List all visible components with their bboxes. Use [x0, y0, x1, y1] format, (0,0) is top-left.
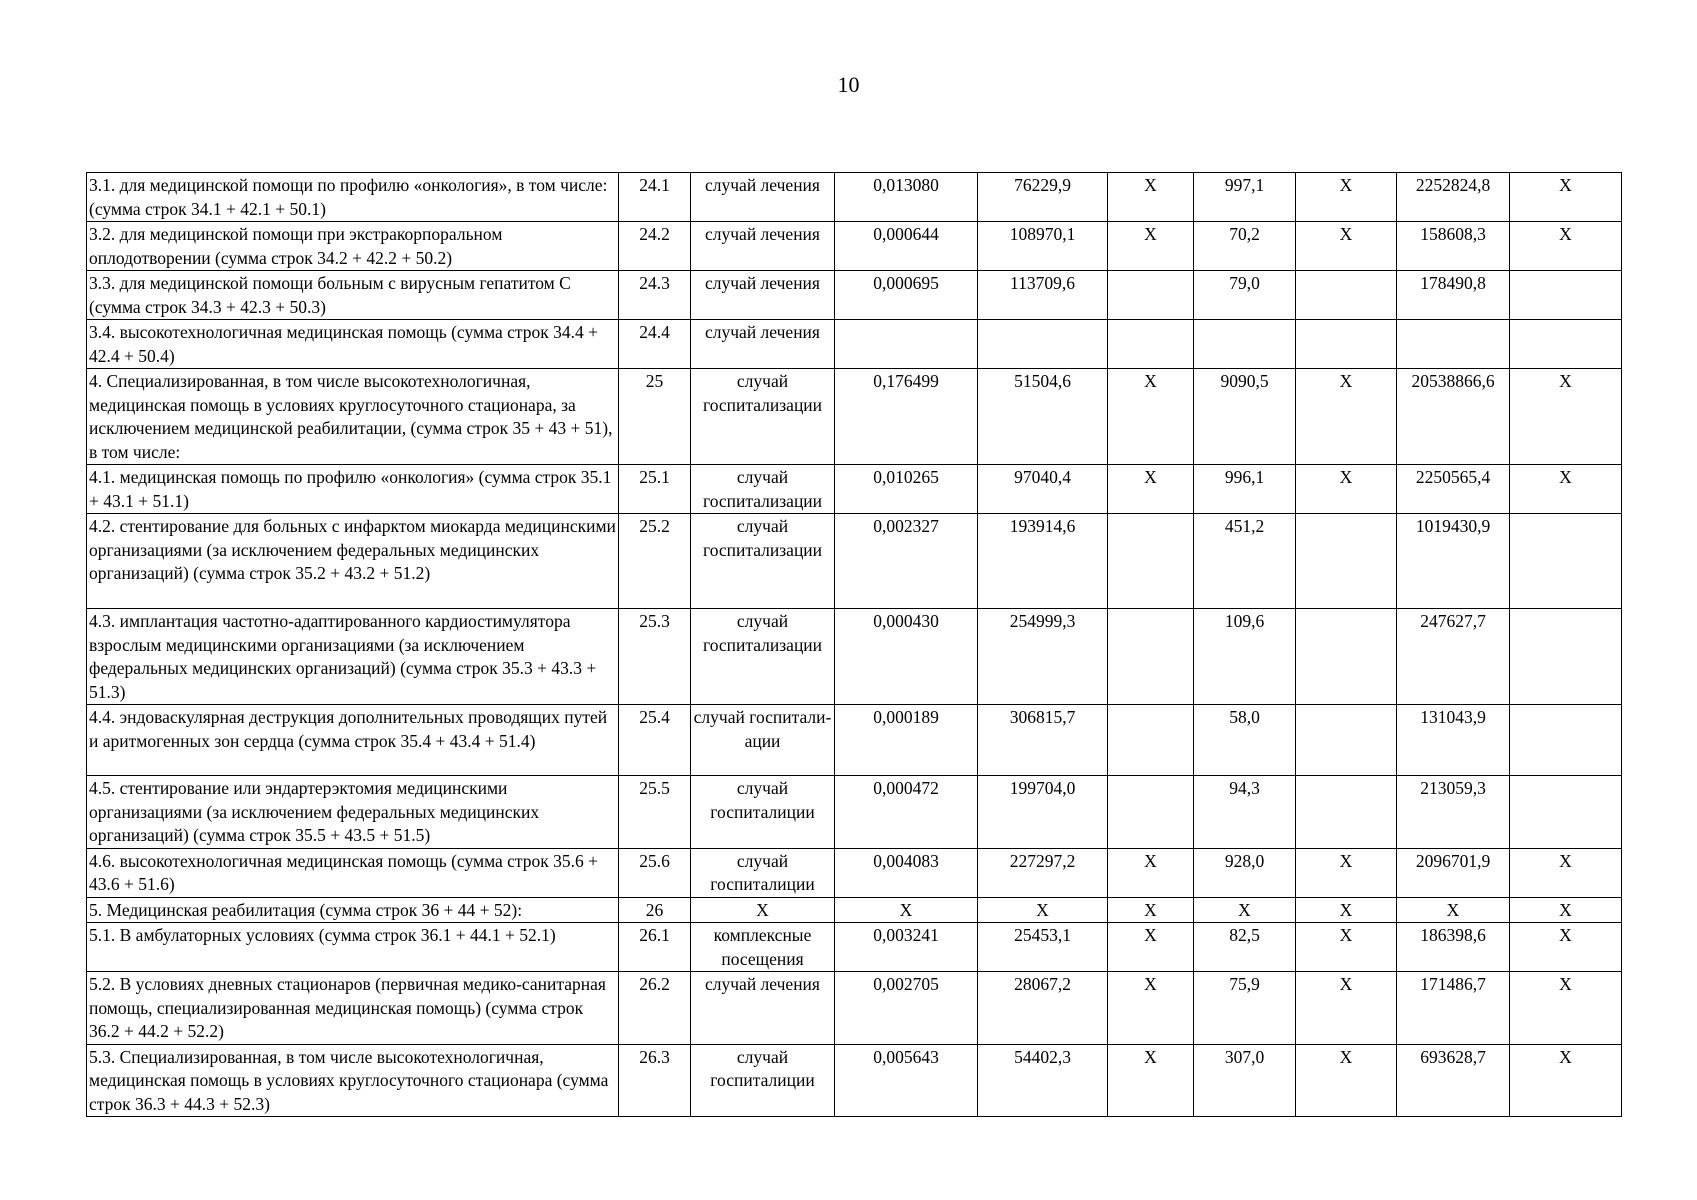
table-row [87, 320, 1622, 369]
row-col-8-cell: Х [1296, 369, 1397, 465]
row-name-cell: 5. Медицинская реабилитация (сумма строк 36 + 44 + 52): [87, 897, 619, 923]
table-row [87, 972, 1622, 1045]
row-unit-cell: случай лечения [691, 972, 835, 1045]
row-col-10-cell [1510, 609, 1622, 705]
row-col-8-cell: Х [1296, 923, 1397, 972]
row-cost-norm-cell: 25453,1 [978, 923, 1108, 972]
row-col-10-cell: Х [1510, 972, 1622, 1045]
row-line-number-cell: 25 [619, 369, 691, 465]
row-unit-cell: комплексные посещения [691, 923, 835, 972]
row-col-8-cell [1296, 514, 1397, 609]
row-name-cell: 5.1. В амбулаторных условиях (сумма строк 36.1 + 44.1 + 52.1) [87, 923, 619, 972]
row-line-number-cell: 25.5 [619, 776, 691, 849]
table-row [87, 1044, 1622, 1117]
row-col-9-cell: 178490,8 [1397, 271, 1510, 320]
table-row [87, 776, 1622, 849]
row-volume-norm-cell: 0,003241 [835, 923, 978, 972]
row-unit-cell: случай лечения [691, 320, 835, 369]
row-col-10-cell: Х [1510, 222, 1622, 271]
row-line-number-cell: 26.1 [619, 923, 691, 972]
row-col-7-cell: 996,1 [1194, 465, 1296, 514]
row-unit-cell: случай госпитали-ации [691, 705, 835, 776]
row-name-cell: 4.6. высокотехнологичная медицинская помощь (сумма строк 35.6 + 43.6 + 51.6) [87, 848, 619, 897]
row-col-6-cell: Х [1108, 173, 1194, 222]
row-name-cell: 5.2. В условиях дневных стационаров (первичная медико-санитарная помощь, специализированная медицинская помощь) (сумма строк 36.2 + 44.2 + 52.2) [87, 972, 619, 1045]
row-name-cell: 4.4. эндоваскулярная деструкция дополнительных проводящих путей и аритмогенных зон сердца (сумма строк 35.4 + 43.4 + 51.4) [87, 705, 619, 776]
row-col-7-cell: 9090,5 [1194, 369, 1296, 465]
row-name-cell: 3.2. для медицинской помощи при экстракорпоральном оплодотворении (сумма строк 34.2 + 42.2 + 50.2) [87, 222, 619, 271]
row-col-10-cell [1510, 271, 1622, 320]
table-row [87, 222, 1622, 271]
row-cost-norm-cell: Х [978, 897, 1108, 923]
row-col-8-cell [1296, 320, 1397, 369]
row-col-6-cell [1108, 705, 1194, 776]
row-col-10-cell [1510, 776, 1622, 849]
row-unit-cell: случай госпитализации [691, 609, 835, 705]
table-row [87, 173, 1622, 222]
row-name-cell: 5.3. Специализированная, в том числе высокотехнологичная, медицинская помощь в условиях круглосуточного стационара (сумма строк 36.3 + 44.3 + 52.3) [87, 1044, 619, 1117]
row-cost-norm-cell: 113709,6 [978, 271, 1108, 320]
table-row [87, 271, 1622, 320]
row-volume-norm-cell: 0,013080 [835, 173, 978, 222]
row-volume-norm-cell: 0,010265 [835, 465, 978, 514]
table-row [87, 514, 1622, 609]
row-col-7-cell: 451,2 [1194, 514, 1296, 609]
row-col-6-cell: Х [1108, 972, 1194, 1045]
row-volume-norm-cell: 0,000189 [835, 705, 978, 776]
row-col-9-cell: 213059,3 [1397, 776, 1510, 849]
row-volume-norm-cell: 0,000472 [835, 776, 978, 849]
row-volume-norm-cell: 0,000695 [835, 271, 978, 320]
row-col-6-cell: Х [1108, 369, 1194, 465]
row-col-7-cell: 928,0 [1194, 848, 1296, 897]
row-volume-norm-cell: 0,176499 [835, 369, 978, 465]
row-cost-norm-cell: 306815,7 [978, 705, 1108, 776]
row-col-10-cell: Х [1510, 369, 1622, 465]
row-col-8-cell: Х [1296, 173, 1397, 222]
row-line-number-cell: 24.4 [619, 320, 691, 369]
row-volume-norm-cell: Х [835, 897, 978, 923]
table-row [87, 923, 1622, 972]
row-col-6-cell [1108, 514, 1194, 609]
row-col-6-cell [1108, 609, 1194, 705]
row-col-6-cell [1108, 271, 1194, 320]
row-line-number-cell: 24.2 [619, 222, 691, 271]
row-cost-norm-cell: 199704,0 [978, 776, 1108, 849]
row-col-7-cell: 79,0 [1194, 271, 1296, 320]
row-name-cell: 3.4. высокотехнологичная медицинская помощь (сумма строк 34.4 + 42.4 + 50.4) [87, 320, 619, 369]
row-col-8-cell [1296, 705, 1397, 776]
row-line-number-cell: 25.6 [619, 848, 691, 897]
row-unit-cell: случай лечения [691, 222, 835, 271]
row-col-6-cell: Х [1108, 465, 1194, 514]
row-volume-norm-cell: 0,000644 [835, 222, 978, 271]
row-unit-cell: Х [691, 897, 835, 923]
row-col-8-cell [1296, 776, 1397, 849]
row-col-7-cell: 58,0 [1194, 705, 1296, 776]
row-col-6-cell [1108, 776, 1194, 849]
row-col-6-cell: Х [1108, 848, 1194, 897]
row-col-7-cell: 307,0 [1194, 1044, 1296, 1117]
row-col-6-cell: Х [1108, 222, 1194, 271]
row-col-6-cell: Х [1108, 897, 1194, 923]
row-col-9-cell: 1019430,9 [1397, 514, 1510, 609]
row-name-cell: 4.1. медицинская помощь по профилю «онкология» (сумма строк 35.1 + 43.1 + 51.1) [87, 465, 619, 514]
row-col-8-cell: Х [1296, 1044, 1397, 1117]
row-col-10-cell: Х [1510, 465, 1622, 514]
row-line-number-cell: 26.2 [619, 972, 691, 1045]
row-volume-norm-cell: 0,004083 [835, 848, 978, 897]
row-col-10-cell: Х [1510, 923, 1622, 972]
row-col-6-cell [1108, 320, 1194, 369]
table-row [87, 897, 1622, 923]
table-body [87, 173, 1622, 1117]
row-line-number-cell: 26 [619, 897, 691, 923]
row-col-7-cell: 82,5 [1194, 923, 1296, 972]
row-col-10-cell: Х [1510, 173, 1622, 222]
row-col-8-cell: Х [1296, 897, 1397, 923]
table-row [87, 705, 1622, 776]
row-col-8-cell: Х [1296, 972, 1397, 1045]
row-cost-norm-cell: 193914,6 [978, 514, 1108, 609]
row-col-9-cell: 20538866,6 [1397, 369, 1510, 465]
row-col-9-cell: 131043,9 [1397, 705, 1510, 776]
row-col-6-cell: Х [1108, 923, 1194, 972]
table-row [87, 465, 1622, 514]
row-col-10-cell: Х [1510, 848, 1622, 897]
row-volume-norm-cell: 0,005643 [835, 1044, 978, 1117]
row-col-9-cell: 2096701,9 [1397, 848, 1510, 897]
row-col-7-cell: 94,3 [1194, 776, 1296, 849]
row-col-9-cell: 2252824,8 [1397, 173, 1510, 222]
page-number: 10 [837, 72, 860, 97]
row-col-7-cell: Х [1194, 897, 1296, 923]
row-col-9-cell: 247627,7 [1397, 609, 1510, 705]
row-cost-norm-cell: 54402,3 [978, 1044, 1108, 1117]
row-unit-cell: случай госпиталиции [691, 776, 835, 849]
row-name-cell: 3.3. для медицинской помощи больным с вирусным гепатитом С (сумма строк 34.3 + 42.3 + 50.3) [87, 271, 619, 320]
row-unit-cell: случай госпитализации [691, 514, 835, 609]
row-name-cell: 4. Специализированная, в том числе высокотехнологичная, медицинская помощь в условиях круглосуточного стационара, за исключением медицинской реабилитации, (сумма строк 35 + 43 + 51), в том числе: [87, 369, 619, 465]
row-col-7-cell: 75,9 [1194, 972, 1296, 1045]
row-volume-norm-cell: 0,002327 [835, 514, 978, 609]
row-cost-norm-cell: 227297,2 [978, 848, 1108, 897]
row-name-cell: 4.2. стентирование для больных с инфарктом миокарда медицинскими организациями (за исключением федеральных медицинских организаций) (сумма строк 35.2 + 43.2 + 51.2) [87, 514, 619, 609]
row-unit-cell: случай лечения [691, 173, 835, 222]
row-col-10-cell [1510, 514, 1622, 609]
row-line-number-cell: 24.1 [619, 173, 691, 222]
row-line-number-cell: 25.2 [619, 514, 691, 609]
row-line-number-cell: 25.3 [619, 609, 691, 705]
row-col-9-cell: 171486,7 [1397, 972, 1510, 1045]
row-line-number-cell: 24.3 [619, 271, 691, 320]
row-volume-norm-cell [835, 320, 978, 369]
row-col-9-cell [1397, 320, 1510, 369]
row-col-10-cell: Х [1510, 1044, 1622, 1117]
row-volume-norm-cell: 0,000430 [835, 609, 978, 705]
row-cost-norm-cell [978, 320, 1108, 369]
row-line-number-cell: 25.4 [619, 705, 691, 776]
row-cost-norm-cell: 76229,9 [978, 173, 1108, 222]
row-unit-cell: случай госпитализации [691, 465, 835, 514]
row-col-9-cell: 693628,7 [1397, 1044, 1510, 1117]
row-col-8-cell: Х [1296, 465, 1397, 514]
row-col-6-cell: Х [1108, 1044, 1194, 1117]
row-line-number-cell: 26.3 [619, 1044, 691, 1117]
row-name-cell: 4.5. стентирование или эндартерэктомия медицинскими организациями (за исключением федеральных медицинских организаций) (сумма строк 35.5 + 43.5 + 51.5) [87, 776, 619, 849]
row-col-10-cell: Х [1510, 897, 1622, 923]
row-col-9-cell: 186398,6 [1397, 923, 1510, 972]
row-name-cell: 4.3. имплантация частотно-адаптированного кардиостимулятора взрослым медицинскими организациями (за исключением федеральных медицинских организаций) (сумма строк 35.3 + 43.3 + 51.3) [87, 609, 619, 705]
row-unit-cell: случай госпитализации [691, 369, 835, 465]
row-col-7-cell: 997,1 [1194, 173, 1296, 222]
row-unit-cell: случай госпиталиции [691, 848, 835, 897]
table-row [87, 369, 1622, 465]
row-col-9-cell: 2250565,4 [1397, 465, 1510, 514]
row-unit-cell: случай лечения [691, 271, 835, 320]
row-cost-norm-cell: 51504,6 [978, 369, 1108, 465]
table-row [87, 609, 1622, 705]
table-row [87, 848, 1622, 897]
financing-table [86, 172, 1622, 1117]
row-col-8-cell [1296, 609, 1397, 705]
row-volume-norm-cell: 0,002705 [835, 972, 978, 1045]
row-col-9-cell: 158608,3 [1397, 222, 1510, 271]
row-col-8-cell: Х [1296, 222, 1397, 271]
row-col-10-cell [1510, 320, 1622, 369]
row-col-7-cell: 109,6 [1194, 609, 1296, 705]
row-col-9-cell: Х [1397, 897, 1510, 923]
row-name-cell: 3.1. для медицинской помощи по профилю «онкология», в том числе: (сумма строк 34.1 + 42.1 + 50.1) [87, 173, 619, 222]
row-col-7-cell [1194, 320, 1296, 369]
row-col-8-cell: Х [1296, 848, 1397, 897]
row-col-8-cell [1296, 271, 1397, 320]
row-unit-cell: случай госпиталиции [691, 1044, 835, 1117]
row-cost-norm-cell: 108970,1 [978, 222, 1108, 271]
row-line-number-cell: 25.1 [619, 465, 691, 514]
row-cost-norm-cell: 97040,4 [978, 465, 1108, 514]
row-col-7-cell: 70,2 [1194, 222, 1296, 271]
row-col-10-cell [1510, 705, 1622, 776]
row-cost-norm-cell: 28067,2 [978, 972, 1108, 1045]
row-cost-norm-cell: 254999,3 [978, 609, 1108, 705]
